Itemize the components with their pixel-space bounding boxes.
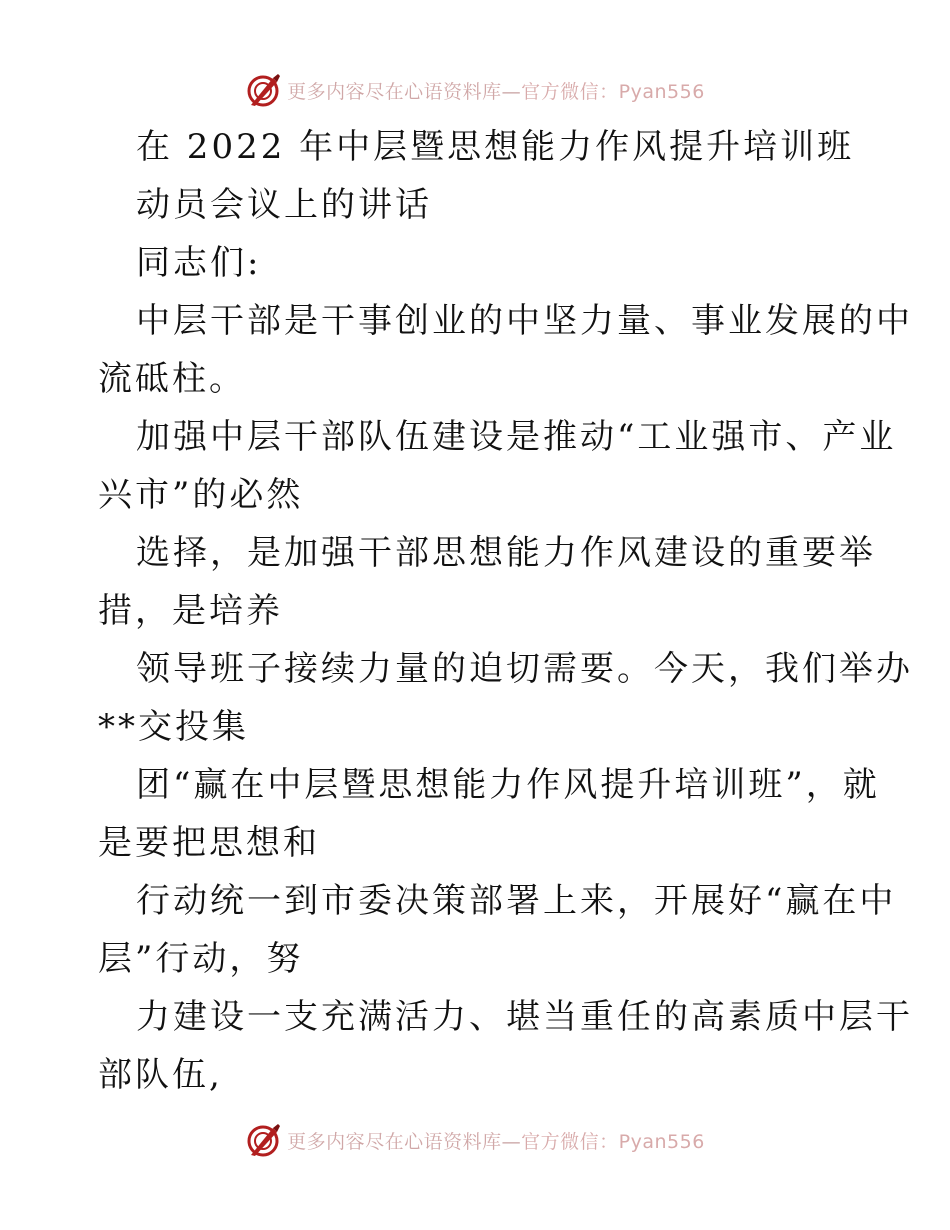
text-line: 层”行动，努 [98,939,304,979]
text-line: 加强中层干部队伍建设是推动“工业强市、产业 [136,417,897,457]
text-line: **交投集 [98,707,249,747]
document-body [98,118,913,1104]
watermark-footer [0,1120,950,1160]
text-line: 力建设一支充满活力、堪当重任的高素质中层干 [136,997,913,1037]
watermark-account: 官方微信：Pyan556 [521,80,705,103]
watermark-site: 更多内容尽在心语资料库 [287,80,502,103]
pen-logo-icon [245,72,281,108]
watermark-separator: — [501,1130,522,1153]
text-line: 兴市”的必然 [98,475,304,515]
text-line: 中层干部是干事创业的中坚力量、事业发展的中 [136,301,913,341]
pen-logo-icon [245,1122,281,1158]
text-line: 措，是培养 [98,591,283,631]
watermark-separator: — [501,80,522,103]
text-line: 流砥柱。 [98,359,246,399]
text-line: 行动统一到市委决策部署上来，开展好“赢在中 [136,881,897,921]
text-line: 是要把思想和 [98,823,320,863]
text-line: 领导班子接续力量的迫切需要。今天，我们举办 [136,649,913,689]
text-line: 团“赢在中层暨思想能力作风提升培训班”，就 [136,765,880,805]
text-line: 动员会议上的讲话 [136,185,432,225]
watermark-header [0,70,950,110]
text-line: 选择，是加强干部思想能力作风建设的重要举 [136,533,876,573]
watermark-site: 更多内容尽在心语资料库 [287,1130,502,1153]
text-line: 在 2022 年中层暨思想能力作风提升培训班 [136,127,855,167]
watermark-account: 官方微信：Pyan556 [521,1130,705,1153]
text-line: 同志们: [136,243,262,283]
text-line: 部队伍, [98,1055,223,1095]
